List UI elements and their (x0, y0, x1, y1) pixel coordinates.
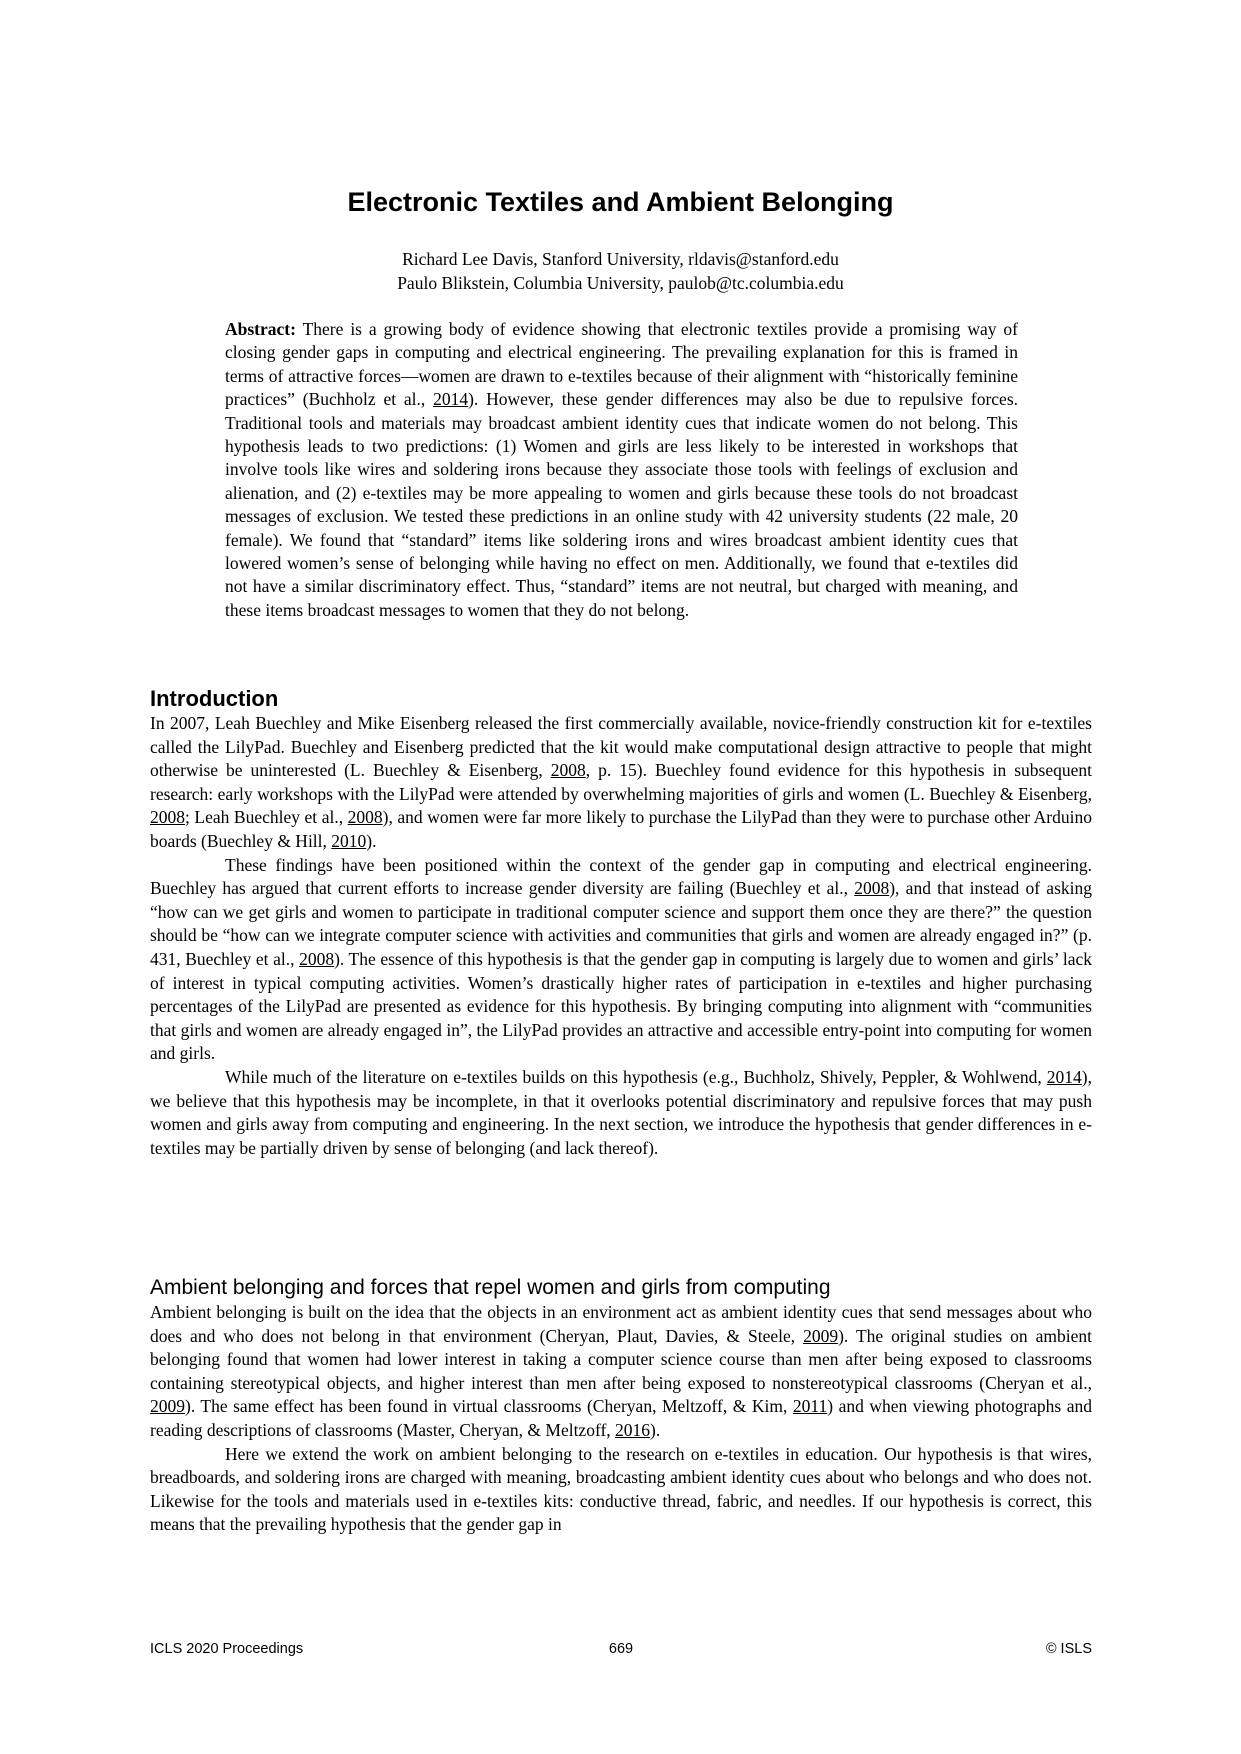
author-line-1: Richard Lee Davis, Stanford University, rldavis@stanford.edu (402, 249, 839, 269)
citation-link[interactable]: 2010 (331, 830, 367, 851)
text: ), we believe that this hypothesis may be incomplete, in that it overlooks potential discriminatory and repulsive forces that may push women and girls away from computing and engineering. In the next section, we introduce the hypothesis that gender differences in e-textiles may be partially driven by sense of belonging (and lack thereof). (150, 1066, 1092, 1158)
citation-link[interactable]: 2009 (150, 1396, 185, 1417)
text: While much of the literature on e-textiles builds on this hypothesis (e.g., Buchholz, Shively, Peppler, & Wohlwend, (225, 1066, 1047, 1087)
ambient-belonging-body (150, 1301, 1092, 1537)
text: Ambient belonging is built on the idea that the objects in an environment act as ambient identity cues that send messages about who does and who does not belong in that environment (Cheryan, Plaut, Davies, & Steele, (150, 1302, 1092, 1346)
paragraph (150, 1443, 1092, 1537)
abstract-label: Abstract: (225, 319, 296, 339)
footer-copyright: © ISLS (1045, 1641, 1092, 1657)
abstract-text: ). However, these gender differences may also be due to repulsive forces. Traditional tools and materials may broadcast ambient identity cues that indicate women do not belong. This hypothesis leads to two predictions: (1) Women and girls are less likely to be interested in workshops that involve tools like wires and soldering irons because they associate those tools with feelings of exclusion and alienation, and (2) e-textiles may be more appealing to women and girls because these tools do not broadcast messages of exclusion. We tested these predictions in an online study with 42 university students (22 male, 20 female). We found that “standard” items like soldering irons and wires broadcast ambient identity cues that lowered women’s sense of belonging while having no effect on men. Additionally, we found that e-textiles did not have a similar discriminatory effect. Thus, “standard” items are not neutral, but charged with meaning, and these items broadcast messages to women that they do not belong. (225, 389, 1019, 620)
text: ), and women were far more likely to purchase the LilyPad than they were to purchase other Arduino boards (Buechley & Hill, (150, 807, 1093, 851)
section-heading-ambient-belonging: Ambient belonging and forces that repel women and girls from computing (150, 1276, 831, 1299)
page-number: 669 (608, 1641, 634, 1657)
author-line-2: Paulo Blikstein, Columbia University, paulob@tc.columbia.edu (397, 273, 844, 293)
paragraph (150, 712, 1092, 854)
page-footer (150, 1641, 1092, 1661)
citation-link[interactable]: 2014 (1046, 1066, 1082, 1087)
paper-title: Electronic Textiles and Ambient Belonging (347, 187, 894, 217)
section-heading-introduction: Introduction (150, 686, 279, 711)
citation-link[interactable]: 2008 (854, 878, 890, 899)
text: ). The same effect has been found in virtual classrooms (Cheryan, Meltzoff, & Kim, (185, 1396, 793, 1417)
citation-link[interactable]: 2008 (299, 948, 335, 969)
footer-proceedings: ICLS 2020 Proceedings (150, 1641, 304, 1657)
citation-link[interactable]: 2008 (550, 760, 586, 781)
paragraph (150, 1066, 1092, 1160)
citation-link[interactable]: 2009 (803, 1325, 839, 1346)
citation-link[interactable]: 2016 (615, 1419, 651, 1440)
text: Here we extend the work on ambient belonging to the research on e-textiles in education. Our hypothesis is that wires, breadboards, and soldering irons are charged with meaning, broadcasting ambient identity cues about who belongs and who does not. Likewise for the tools and materials used in e-textiles kits: conductive thread, fabric, and needles. If our hypothesis is correct, this means that the prevailing hypothesis that the gender gap in (150, 1443, 1092, 1535)
text: ). The essence of this hypothesis is that the gender gap in computing is largely due to women and girls’ lack of interest in typical computing activities. Women’s drastically higher rates of participation in e-textiles and higher purchasing percentages of the LilyPad are presented as evidence for this hypothesis. By bringing computing into alignment with “communities that girls and women are already engaged in”, the LilyPad provides an attractive and accessible entry-point into computing for women and girls. (150, 948, 1092, 1064)
text: These findings have been positioned within the context of the gender gap in computing and electrical engineering. Buechley has argued that current efforts to increase gender diversity are failing (Buechley et al., (150, 854, 1092, 899)
citation-link[interactable]: 2014 (433, 389, 469, 410)
text: ), and that instead of asking “how can we get girls and women to participate in traditional computer science and support them once they are there?” the question should be “how can we integrate computer science with activities and communities that girls and women are already engaged in?” (p. 431, Buechley et al., (150, 878, 1092, 969)
text: ) and when viewing photographs and reading descriptions of classrooms (Master, Cheryan, & Meltzoff, (150, 1396, 1092, 1440)
text: ; Leah Buechley et al., (185, 807, 348, 828)
text: , p. 15). Buechley found evidence for this hypothesis in subsequent research: early workshops with the LilyPad were attended by overwhelming majorities of girls and women (L. Buechley & Eisenberg, (150, 760, 1093, 804)
citation-link[interactable]: 2008 (347, 807, 383, 828)
text: ). (366, 830, 377, 851)
author-block (0, 247, 1241, 295)
text: ). The original studies on ambient belonging found that women had lower interest in taking a computer science course than men after being exposed to classrooms containing stereotypical objects, and higher interest than men after being exposed to nonstereotypical classrooms (Cheryan et al., (150, 1325, 1093, 1393)
paragraph (150, 1301, 1092, 1443)
abstract (225, 318, 1018, 622)
citation-link[interactable]: 2008 (150, 807, 185, 828)
paragraph (150, 854, 1092, 1066)
abstract-text: There is a growing body of evidence showing that electronic textiles provide a promising way of closing gender gaps in computing and electrical engineering. The prevailing explanation for this is framed in terms of attractive forces—women are drawn to e-textiles because of their alignment with “historically feminine practices” (Buchholz et al., (225, 319, 1018, 410)
introduction-body (150, 712, 1092, 1160)
text: ). (650, 1419, 661, 1440)
text: In 2007, Leah Buechley and Mike Eisenberg released the first commercially available, novice-friendly construction kit for e-textiles called the LilyPad. Buechley and Eisenberg predicted that the kit would make computational design attractive to people that might otherwise be uninterested (L. Buechley & Eisenberg, (150, 713, 1092, 781)
citation-link[interactable]: 2011 (792, 1396, 828, 1417)
